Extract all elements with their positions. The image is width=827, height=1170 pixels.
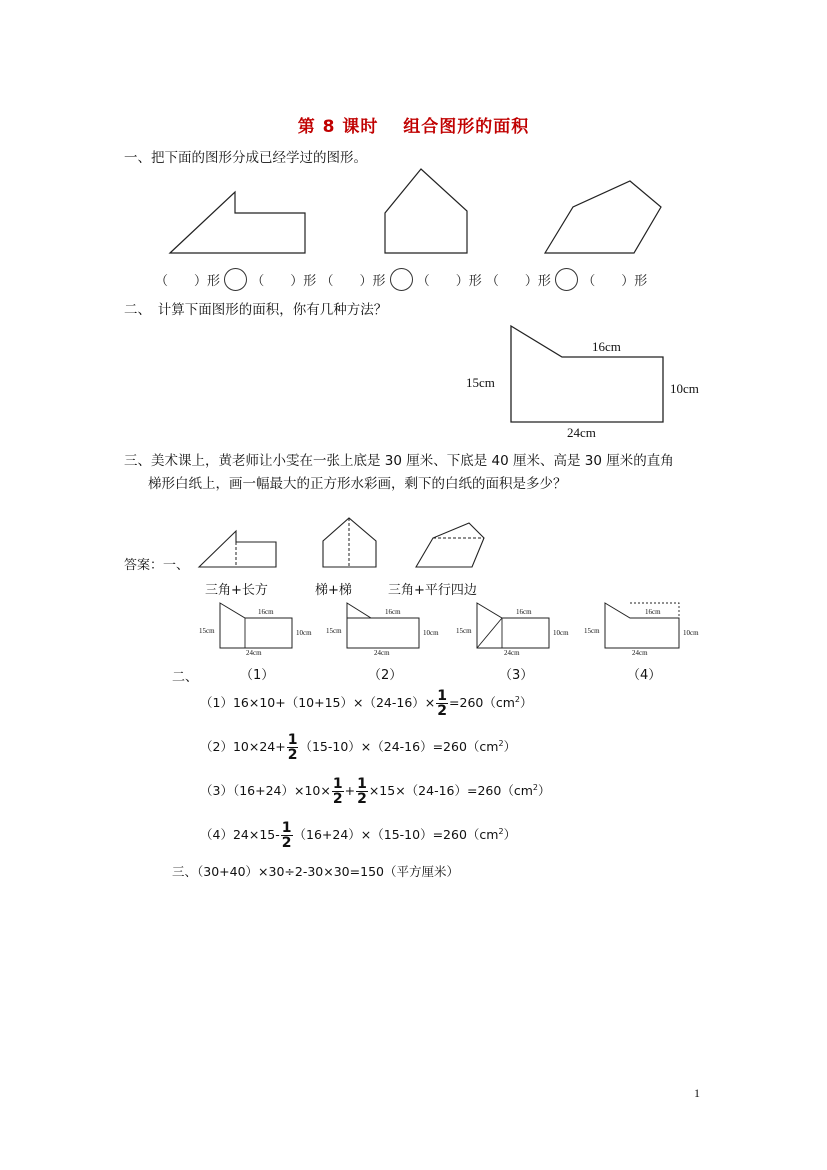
fraction-half [287,733,299,762]
m4-top: 16cm [645,608,661,616]
question-1-text: 一、把下面的图形分成已经学过的图形。 [124,150,367,166]
answer-caption-3: 三角+平行四边 [388,583,477,598]
m2-bottom: 24cm [374,649,390,657]
fraction-numerator: 1 [437,688,448,704]
fraction-denominator: 2 [437,703,448,719]
fraction-denominator: 2 [287,747,298,763]
blank-2[interactable]: （ ）形 [251,274,317,289]
method-label-4: （4） [627,668,662,683]
page-number: 1 [694,1086,700,1100]
method-figure-1 [220,603,292,648]
question-3-line-2: 梯形白纸上，画一幅最大的正方形水彩画，剩下的白纸的面积是多少？ [148,476,567,492]
method-label-1: （1） [240,668,275,683]
m3-bottom: 24cm [504,649,520,657]
formula-3-part-b: ×15×（24-16）=260（cm [368,783,533,798]
answer-caption-2: 梯+梯 [315,583,352,598]
superscript: 2 [532,782,538,792]
fraction-numerator: 1 [281,820,292,836]
m3-top: 16cm [516,608,532,616]
q2-label-left: 15cm [466,375,495,390]
fraction-half [332,777,344,806]
method-figure-2 [347,603,419,648]
m4-right: 10cm [683,629,699,637]
formula-4-part-a: （4）24×15- [200,827,280,842]
blank-6[interactable]: （ ）形 [582,274,648,289]
fraction-numerator: 1 [287,732,298,748]
formula-1-part-c: ） [520,695,533,710]
fraction-half [281,821,293,850]
m1-top: 16cm [258,608,274,616]
answer-part-3: 三、（30+40）×30÷2-30×30=150（平方厘米） [172,864,459,879]
superscript: 2 [514,694,521,704]
m2-right: 10cm [423,629,439,637]
m3-right: 10cm [553,629,569,637]
formula-1-part-a: （1）16×10+（10+15）×（24-16）× [200,695,436,710]
formula-2-part-a: （2）10×24+ [200,739,286,754]
formula-2-part-b: （15-10）×（24-16）=260（cm [299,739,499,754]
formula-2 [200,733,516,762]
superscript: 2 [498,738,504,748]
question-3-line-1: 三、美术课上，黄老师让小雯在一张上底是 30 厘米、下底是 40 厘米、高是 30 厘米的直角 [124,453,674,469]
answer-caption-1: 三角+长方 [205,583,268,598]
m3-left: 15cm [456,627,472,635]
formula-3-part-c: ） [537,783,551,798]
m2-left: 15cm [326,627,342,635]
formula-4-part-c: ） [503,827,517,842]
m1-left: 15cm [199,627,215,635]
formula-1-part-b: =260（cm [449,695,515,710]
blank-3[interactable]: （ ）形 [320,274,386,289]
superscript: 2 [498,826,504,836]
page-title: 第 8 课时 组合图形的面积 [297,117,530,137]
blank-1[interactable]: （ ）形 [155,274,221,289]
fraction-numerator: 1 [357,776,367,792]
fraction-denominator: 2 [281,835,292,851]
blank-5[interactable]: （ ）形 [485,274,551,289]
fraction-denominator: 2 [332,791,343,807]
method-figure-3 [477,603,549,648]
blank-4[interactable]: （ ）形 [416,274,482,289]
q2-label-top: 16cm [592,339,621,354]
m4-bottom: 24cm [632,649,648,657]
formula-4 [200,821,516,850]
fraction-denominator: 2 [357,791,367,807]
m4-left: 15cm [584,627,600,635]
m2-top: 16cm [385,608,401,616]
method-label-2: （2） [368,668,403,683]
q2-label-bottom: 24cm [567,425,596,440]
answer-part-2-label: 二、 [172,670,199,685]
m1-right: 10cm [296,629,312,637]
formula-3-part-a: （3）（16+24）×10× [200,783,331,798]
q2-label-right: 10cm [670,381,699,396]
fraction-half [436,689,448,718]
m1-bottom: 24cm [246,649,262,657]
method-figure-4 [605,603,679,648]
fraction-half [356,777,368,806]
plus-sign: + [344,783,356,798]
method-label-3: （3） [499,668,534,683]
answer-prefix: 答案：一、 [124,558,190,573]
question-2-text: 二、 计算下面图形的面积，你有几种方法？ [124,302,388,318]
formula-2-part-c: ） [503,739,517,754]
formula-3 [200,777,551,806]
formula-4-part-b: （16+24）×（15-10）=260（cm [293,827,499,842]
formula-1 [200,689,533,718]
fraction-numerator: 1 [332,776,343,792]
